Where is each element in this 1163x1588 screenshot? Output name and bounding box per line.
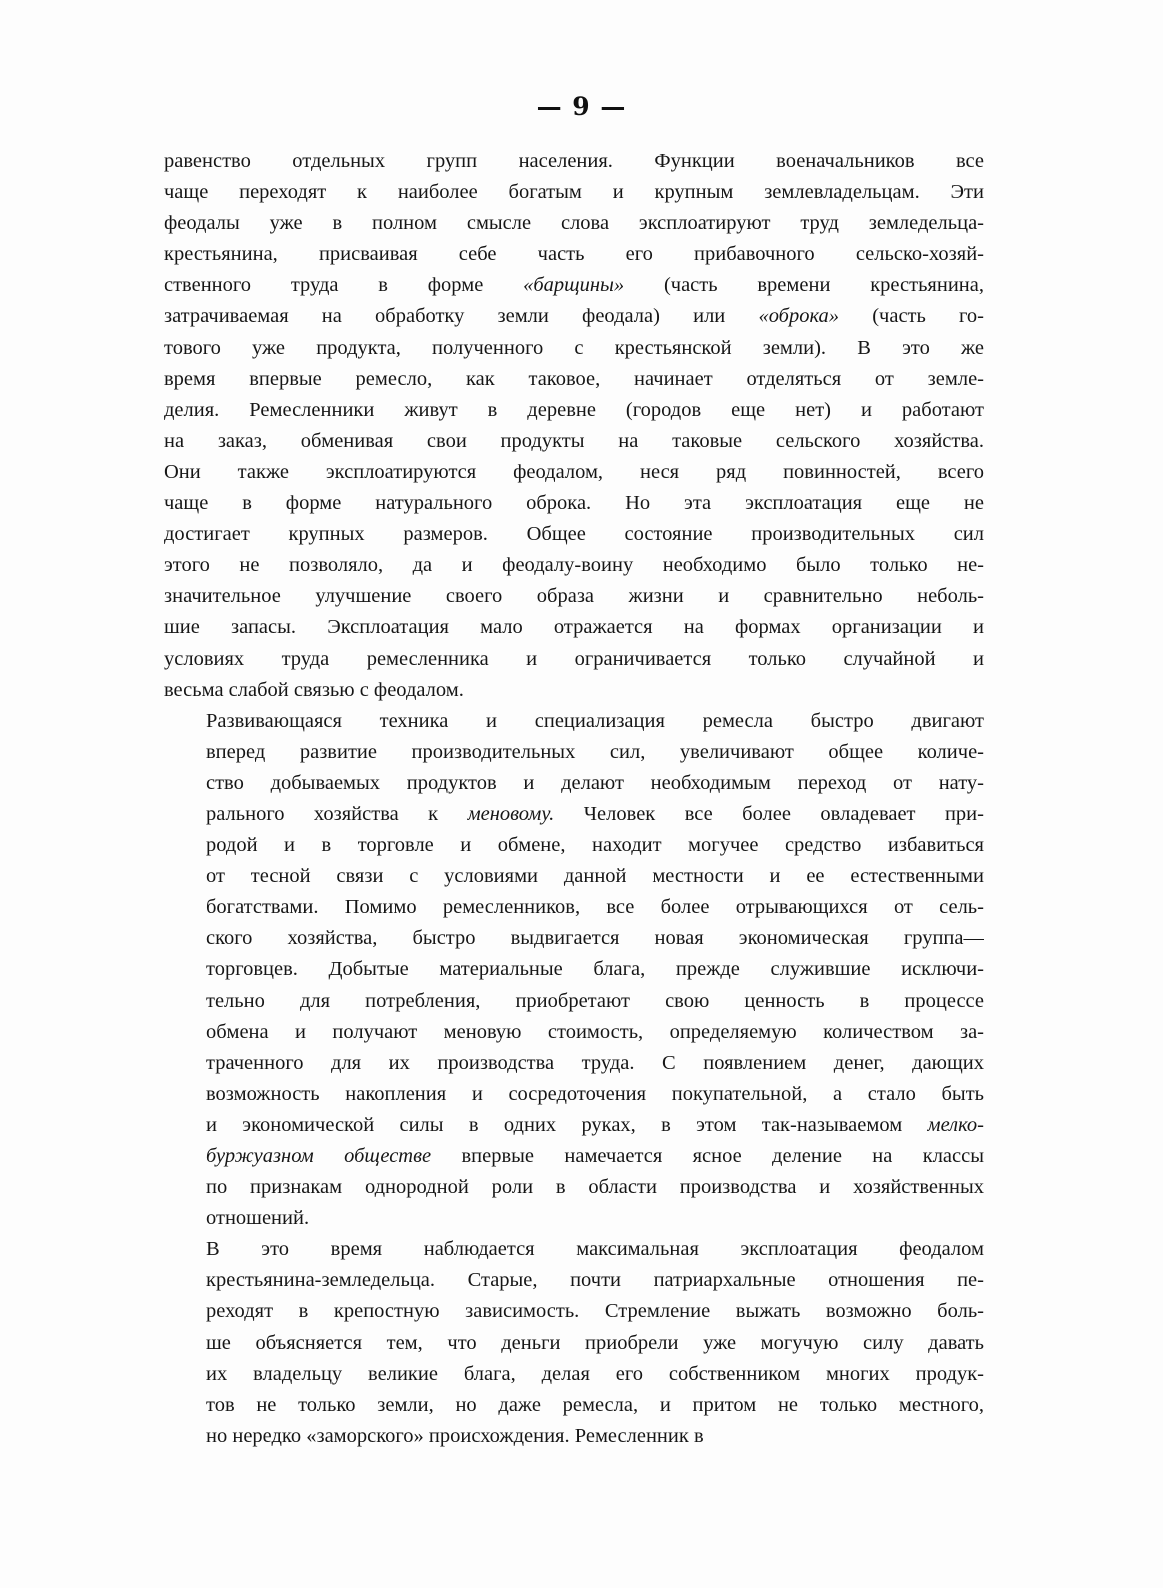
text-line (164, 1296, 984, 1327)
text-line (164, 581, 984, 612)
text-line (164, 177, 984, 208)
text-run: реходят в крепостную зависимость. Стремление выжать возможно боль- (206, 1300, 984, 1323)
paragraph (164, 1234, 984, 1452)
text-line (164, 364, 984, 395)
text-run: ского хозяйства, быстро выдвигается новая экономическая группа— (206, 927, 984, 950)
text-line (164, 737, 984, 768)
text-run: условиях труда ремесленника и ограничивается только случайной и (164, 647, 984, 670)
text-run: обмена и получают меновую стоимость, определяемую количеством за- (206, 1020, 984, 1043)
text-run: делия. Ремесленники живут в деревне (городов еще нет) и работают (164, 398, 984, 421)
text-line (164, 706, 984, 737)
text-run: чаще переходят к наиболее богатым и крупным землевладельцам. Эти (164, 181, 984, 204)
text-run: ство добываемых продуктов и делают необходимым переход от нату- (206, 771, 984, 794)
text-run: весьма слабой связью с феодалом. (164, 678, 464, 701)
text-line (164, 239, 984, 270)
text-run: Человек все более овладевает при- (554, 802, 984, 825)
text-line (164, 457, 984, 488)
text-run: (часть времени крестьянина, (624, 274, 984, 297)
text-run: на заказ, обменивая свои продукты на таковые сельского хозяйства. (164, 429, 984, 452)
text-line (164, 1141, 984, 1172)
text-run: вперед развитие производительных сил, увеличивают общее количе- (206, 740, 984, 763)
text-line (164, 644, 984, 675)
text-line (164, 550, 984, 581)
italic-run: меновому. (467, 802, 555, 825)
text-line (164, 768, 984, 799)
text-run: Они также эксплоатируются феодалом, неся ряд повинностей, всего (164, 460, 984, 483)
text-run: затрачиваемая на обработку земли феодала) или (164, 305, 759, 328)
text-line (164, 986, 984, 1017)
italic-run: буржуазном обществе (206, 1145, 432, 1167)
text-run: отношений. (206, 1207, 310, 1230)
text-line (164, 426, 984, 457)
text-run: тового уже продукта, полученного с крестьянской земли). В это же (164, 336, 984, 359)
text-line (164, 1421, 984, 1452)
text-run: ше объясняется тем, что деньги приобрели уже могучую силу давать (206, 1331, 984, 1354)
text-line (164, 1048, 984, 1079)
text-run: и экономической силы в одних руках, в этом так-называемом (206, 1113, 928, 1136)
text-run: их владельцу великие блага, делая его собственником многих продук- (206, 1362, 984, 1385)
italic-run: мелко- (927, 1113, 984, 1136)
text-run: но нередко «заморского» происхождения. Ремесленник в (206, 1424, 704, 1447)
text-run: (часть го- (839, 305, 984, 328)
text-run: по признакам однородной роли в области производства и хозяйственных (206, 1176, 984, 1199)
text-line (164, 1172, 984, 1203)
text-run: тов не только земли, но даже ремесла, и притом не только местного, (206, 1393, 984, 1416)
text-line (164, 208, 984, 239)
text-line (164, 519, 984, 550)
text-line (164, 146, 984, 177)
text-line (164, 923, 984, 954)
text-line (164, 954, 984, 985)
text-run: возможность накопления и сосредоточения покупательной, а стало быть (206, 1082, 984, 1105)
text-line (164, 799, 984, 830)
text-line (164, 1079, 984, 1110)
text-line (164, 270, 984, 301)
text-run: В это время наблюдается максимальная эксплоатация феодалом (206, 1238, 984, 1261)
text-line (164, 301, 984, 332)
text-run: Развивающаяся техника и специализация ремесла быстро двигают (206, 709, 984, 732)
text-run: значительное улучшение своего образа жизни и сравнительно неболь- (164, 585, 984, 608)
text-line (164, 861, 984, 892)
text-run: от тесной связи с условиями данной местности и ее естественными (206, 865, 984, 888)
text-line (164, 1390, 984, 1421)
text-run: родой и в торговле и обмене, находит могучее средство избавиться (206, 834, 984, 857)
text-line (164, 1234, 984, 1265)
paragraph (164, 146, 984, 706)
text-line (164, 395, 984, 426)
text-line (164, 1110, 984, 1141)
text-column (164, 146, 984, 1452)
text-line (164, 612, 984, 643)
text-run: торговцев. Добытые материальные блага, прежде служившие исключи- (206, 958, 984, 981)
text-run: богатствами. Помимо ремесленников, все более отрывающихся от сель- (206, 896, 984, 919)
text-run: рального хозяйства к (206, 802, 468, 825)
text-line (164, 675, 984, 706)
text-run: впервые намечается ясное деление на классы (431, 1145, 984, 1167)
text-line (164, 1328, 984, 1359)
text-run: чаще в форме натурального оброка. Но эта эксплоатация еще не (164, 492, 984, 515)
text-run: этого не позволяло, да и феодалу-воину необходимо было только не- (164, 554, 984, 577)
text-run: шие запасы. Эксплоатация мало отражается на формах организации и (164, 616, 984, 639)
text-line (164, 830, 984, 861)
text-run: тельно для потребления, приобретают свою ценность в процессе (206, 989, 984, 1012)
text-line (164, 892, 984, 923)
text-run: феодалы уже в полном смысле слова эксплоатируют труд земледельца- (164, 212, 984, 235)
text-run: траченного для их производства труда. С появлением денег, дающих (206, 1051, 984, 1074)
text-line (164, 1017, 984, 1048)
text-line (164, 333, 984, 364)
text-run: время впервые ремесло, как таковое, начинает отделяться от земле- (164, 367, 984, 390)
text-line (164, 488, 984, 519)
text-run: достигает крупных размеров. Общее состояние производительных сил (164, 523, 984, 546)
text-line (164, 1203, 984, 1234)
italic-run: «оброка» (758, 305, 840, 328)
text-line (164, 1265, 984, 1296)
text-run: ственного труда в форме (164, 274, 524, 297)
page-number: — 9 — (536, 92, 627, 121)
italic-run: «барщины» (523, 274, 625, 297)
paragraph (164, 706, 984, 1235)
text-run: крестьянина, присваивая себе часть его прибавочного сельско-хозяй- (164, 243, 984, 266)
text-run: крестьянина-земледельца. Старые, почти патриархальные отношения пе- (206, 1269, 984, 1292)
text-run: равенство отдельных групп населения. Функции военачальников все (164, 150, 984, 172)
text-line (164, 1359, 984, 1390)
